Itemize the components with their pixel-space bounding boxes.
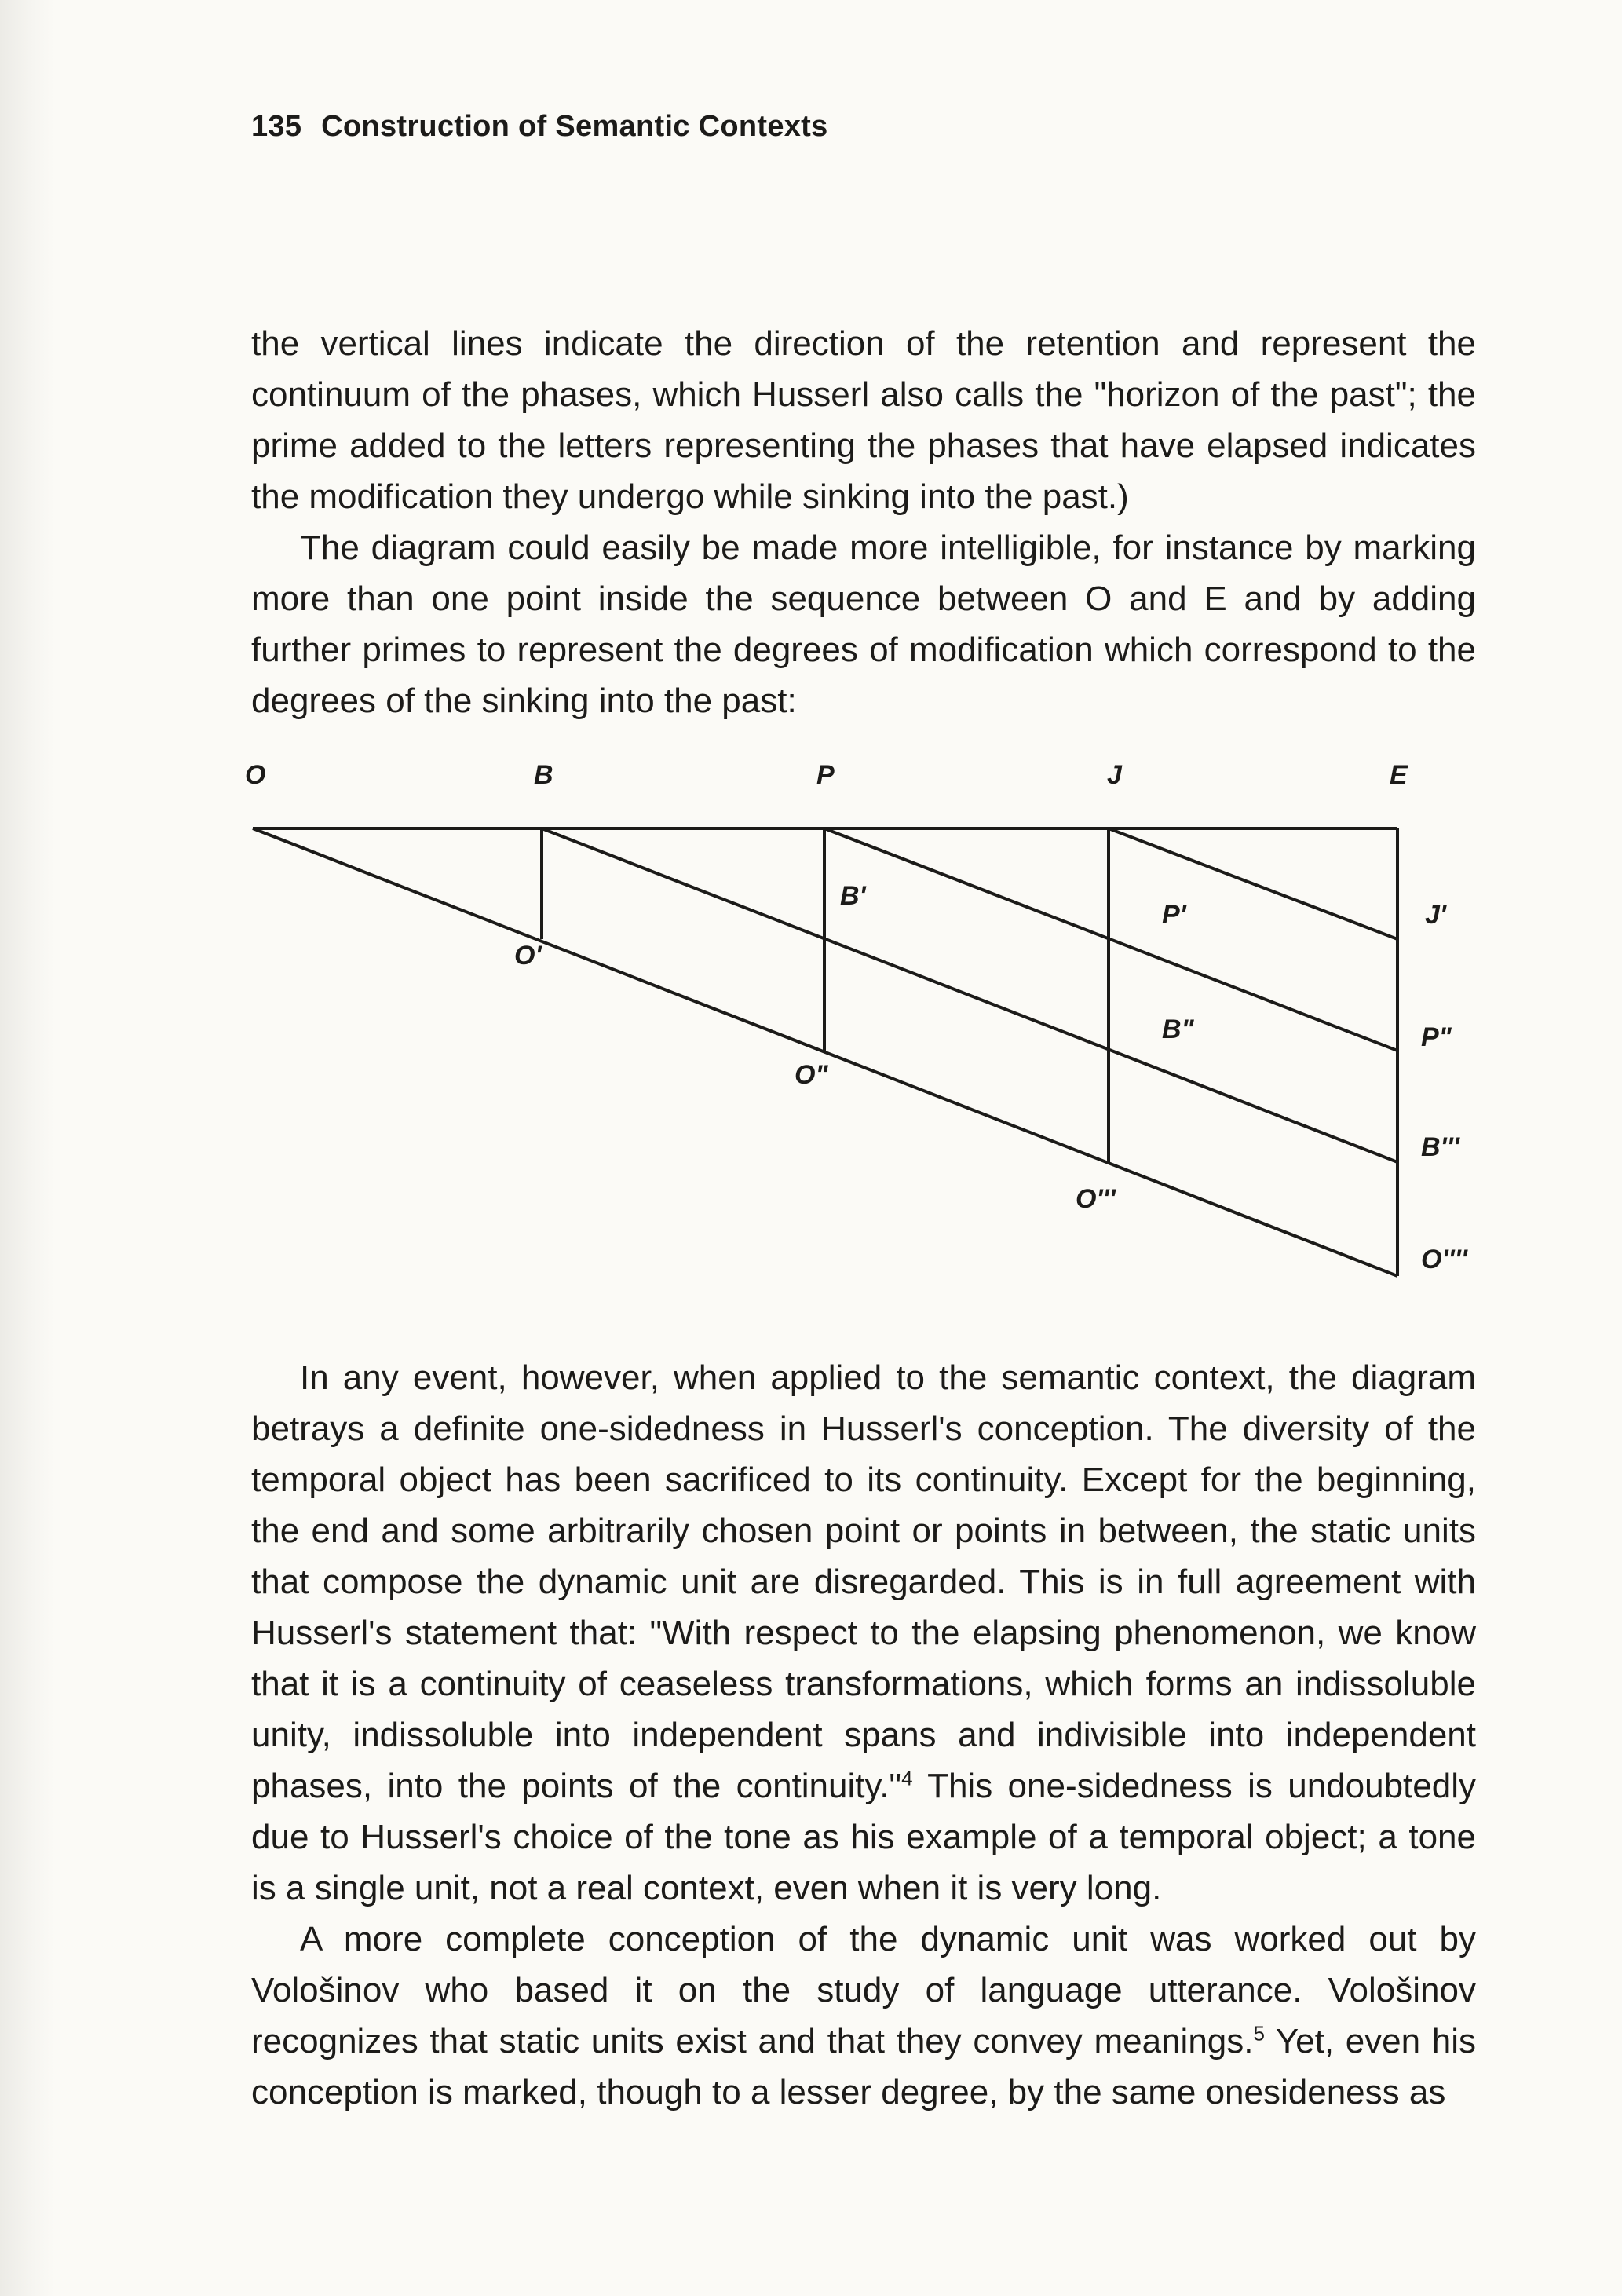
label-j-prime: J': [1425, 900, 1446, 930]
paragraph-continued: the vertical lines indicate the direction of the retention and represent the continuum of the phases, which Husserl also calls the "horizon of the past"; the prime added to the letters representing the phases that have elapsed indicates the modification they undergo while sinking into the past.): [251, 324, 1476, 516]
label-p-double-prime: P": [1421, 1022, 1452, 1052]
paragraph-one-sidedness-rest: This one-sidedness is undoubtedly due to Husserl's choice of the tone as his example of a temporal object; a tone is a single unit, not a real context, even when it is very long.: [251, 1767, 1476, 1907]
label-o: O: [245, 760, 266, 790]
footnote-ref-5[interactable]: 5: [1253, 2021, 1265, 2046]
label-o-quadruple-prime: O'''': [1421, 1245, 1467, 1274]
footnote-ref-4[interactable]: 4: [901, 1766, 913, 1790]
time-consciousness-diagram: [236, 754, 1507, 1288]
label-j: J: [1107, 760, 1122, 790]
paragraph-one-sidedness-text: In any event, however, when applied to the semantic context, the diagram betrays a definite one-sidedness in Husserl's conception. The diversity of the temporal object has been sacrificed to its continuity. Except for the beginning, the end and some arbitrarily chosen point or points in between, the static units that compose the dynamic unit are disregarded. This is in full agreement with Husserl's statement that: "With respect to the elapsing phenomenon, we know that it is a continuity of ceaseless transformations, which forms an indissoluble unity, indissoluble into independent spans and indivisible into independent phases, into the points of the continuity.": [251, 1358, 1476, 1805]
diagonal-from-j: [1109, 828, 1397, 939]
diagonal-from-b: [542, 828, 1397, 1162]
paragraph-diagram-intro: The diagram could easily be made more intelligible, for instance by marking more than one point inside the sequence between O and E and by adding further primes to represent the degrees of modification which correspond to the degrees of the sinking into the past:: [251, 528, 1476, 720]
diagonal-from-p: [824, 828, 1397, 1051]
label-o-triple-prime: O''': [1076, 1184, 1116, 1214]
text-block-upper: [251, 318, 1476, 726]
label-b-double-prime: B": [1162, 1015, 1194, 1044]
page-gutter: [0, 0, 55, 2296]
label-b-triple-prime: B''': [1421, 1132, 1459, 1162]
label-e: E: [1390, 760, 1408, 790]
paragraph-volosinov-text: A more complete conception of the dynamic unit was worked out by Vološinov who based it on the study of language utterance. Vološinov recognizes that static units exist and that they convey meanings.: [251, 1920, 1476, 2060]
paragraph-one-sidedness: [251, 1352, 1476, 1914]
running-head-title: Construction of Semantic Contexts: [321, 110, 828, 143]
label-b-prime: B': [840, 881, 866, 911]
label-p-prime: P': [1162, 900, 1186, 930]
label-o-prime: O': [514, 941, 542, 971]
paragraph-volosinov: [251, 1914, 1476, 2118]
running-head: [251, 110, 828, 144]
label-b: B: [534, 760, 553, 790]
label-p: P: [816, 760, 835, 790]
label-o-double-prime: O": [795, 1060, 828, 1090]
page-number: 135: [251, 110, 302, 143]
paragraph-volosinov-rest: Yet, even his conception is marked, though to a lesser degree, by the same onesideness as: [251, 2022, 1477, 2111]
text-block-lower: [251, 1352, 1476, 2118]
